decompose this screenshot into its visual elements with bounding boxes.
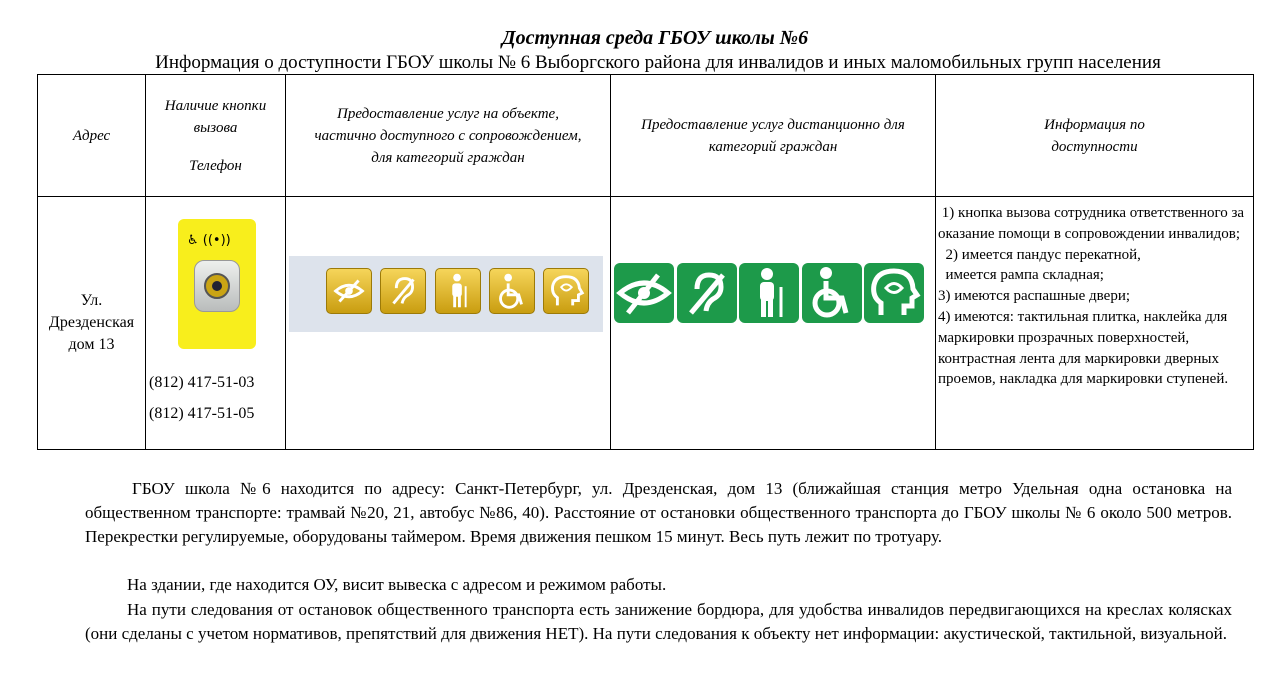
address-cell: Ул. Дрезденская дом 13 [38,197,146,450]
header-call-button-label: Наличие кнопки вызова [164,97,267,136]
header-phone-label: Телефон [189,157,242,174]
page-title: Доступная среда ГБОУ школы №6 [501,27,809,49]
header-info [936,75,1254,197]
accessibility-table [37,74,1254,450]
hearing-impaired-icon [677,263,737,323]
mobility-impaired-icon [739,263,799,323]
table-header-row [38,75,1254,197]
paragraph-route: На пути следования от остановок общественного транспорта есть занижение бордюра, для удобства инвалидов передвигающихся на креслах колясках (они сделаны с учетом нормативов, препятствий для движения НЕТ). На пути следования к объекту нет информации: акустической, тактильной, визуальной. [85,600,1232,643]
header-remote-label: Предоставление услуг дистанционно для категорий граждан [641,116,905,155]
info-line: имеется рампа складная; [938,267,1104,284]
header-partial-services [286,75,611,197]
partial-services-cell [286,197,611,450]
gold-icons-strip [289,256,603,332]
wheelchair-signal-icon: ♿ ((•)) [187,233,231,248]
wheelchair-icon [802,263,862,323]
info-line: 1) кнопка вызова сотрудника ответственного за оказание помощи в сопровождении инвалидов; [938,205,1248,242]
info-line: 4) имеются: тактильная плитка, наклейка для маркировки прозрачных поверхностей, контрастная лента для маркировки дверных проемов, накладка для маркировки ступеней. [938,308,1232,388]
remote-services-cell [611,197,936,450]
table-row [38,197,1254,450]
wheelchair-icon [489,268,535,314]
call-button-icon [204,273,230,299]
header-partial-label: Предоставление услуг на объекте, частично доступного с сопровождением, для категорий граждан [314,105,582,166]
mental-disability-icon [864,263,924,323]
header-remote-services [611,75,936,197]
phone-list [149,367,254,429]
info-line: 3) имеются распашные двери; [938,288,1131,305]
call-device [194,260,240,312]
page-subtitle: Информация о доступности ГБОУ школы № 6 Выборгского района для инвалидов и иных маломобильных групп населения [155,52,1161,73]
header-info-label: Информация по доступности [1044,116,1145,155]
vision-impaired-icon [326,268,372,314]
mental-disability-icon [543,268,589,314]
header-call-button [146,75,286,197]
paragraph-signboard: На здании, где находится ОУ, висит вывеска с адресом и режимом работы. [127,575,667,594]
info-line: 2) имеется пандус перекатной, [938,246,1141,263]
green-icons-row [614,263,930,325]
hearing-impaired-icon [380,268,426,314]
paragraph-location: ГБОУ школа №6 находится по адресу: Санкт-Петербург, ул. Дрезденская, дом 13 (ближайшая станция метро Удельная одна остановка на общественном транспорте: трамвай №20, 21, автобус №86, 40). Расстояние от остановки общественного транспорта до ГБОУ школы № 6 около 500 метров. Перекрестки регулируемые, оборудованы таймером. Время движения пешком 15 минут. Весь путь лежит по тротуару. [85,479,1232,546]
phone-number: (812) 417-51-05 [149,405,255,422]
call-button-image [178,219,256,349]
call-button-cell [146,197,286,450]
vision-impaired-icon [614,263,674,323]
info-cell [936,197,1254,450]
header-address: Адрес [38,75,146,197]
phone-number: (812) 417-51-03 [149,374,255,391]
mobility-impaired-icon [435,268,481,314]
